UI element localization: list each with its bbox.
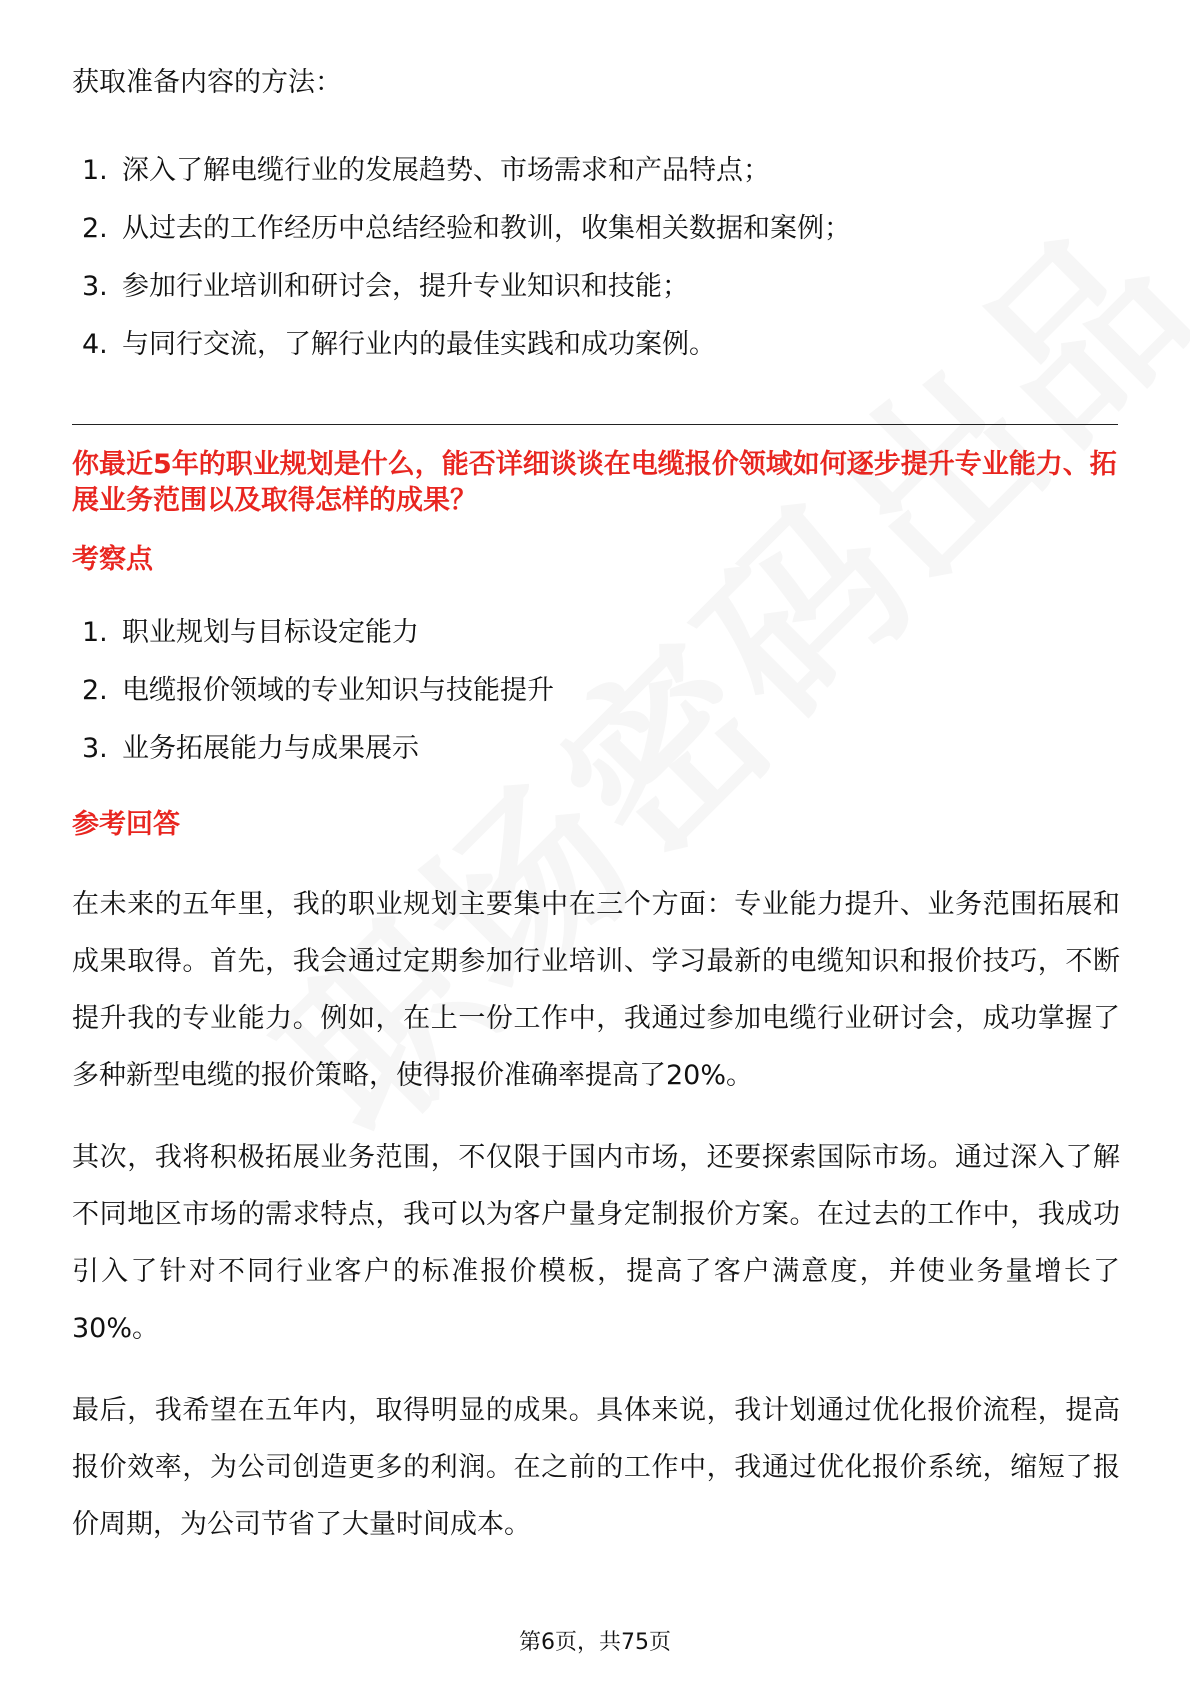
list-text: 职业规划与目标设定能力 (122, 617, 419, 648)
list-number: 4. (82, 329, 108, 360)
list-item (82, 152, 851, 210)
list-text: 与同行交流，了解行业内的最佳实践和成功案例。 (122, 329, 716, 360)
assessment-title: 考察点 (72, 544, 153, 575)
list-number: 1. (82, 155, 108, 186)
list-item (82, 326, 851, 384)
methods-heading: 获取准备内容的方法： (72, 67, 342, 98)
list-text: 深入了解电缆行业的发展趋势、市场需求和产品特点； (122, 155, 770, 186)
list-item (82, 614, 554, 672)
list-number: 1. (82, 617, 108, 648)
list-text: 参加行业培训和研讨会，提升专业知识和技能； (122, 271, 689, 302)
list-number: 2. (82, 213, 108, 244)
answer-paragraph: 最后，我希望在五年内，取得明显的成果。具体来说，我计划通过优化报价流程，提高报价效率，为公司创造更多的利润。在之前的工作中，我通过优化报价系统，缩短了报价周期，为公司节省了大量时间成本。 (72, 1395, 1120, 1540)
answer-paragraph: 其次，我将积极拓展业务范围，不仅限于国内市场，还要探索国际市场。通过深入了解不同地区市场的需求特点，我可以为客户量身定制报价方案。在过去的工作中，我成功引入了针对不同行业客户的标准报价模板，提高了客户满意度，并使业务量增长了30%。 (72, 1142, 1120, 1344)
list-item (82, 268, 851, 326)
list-text: 业务拓展能力与成果展示 (122, 733, 419, 764)
list-number: 3. (82, 271, 108, 302)
list-number: 3. (82, 733, 108, 764)
list-item (82, 672, 554, 730)
methods-list (82, 152, 851, 384)
section-divider (72, 424, 1118, 425)
assessment-list (82, 614, 554, 788)
answer-title: 参考回答 (72, 809, 180, 840)
list-text: 从过去的工作经历中总结经验和教训，收集相关数据和案例； (122, 213, 851, 244)
list-number: 2. (82, 675, 108, 706)
interview-question: 你最近5年的职业规划是什么，能否详细谈谈在电缆报价领域如何逐步提升专业能力、拓展业务范围以及取得怎样的成果？ (72, 449, 1117, 516)
list-item (82, 210, 851, 268)
page-number: 第6页，共75页 (519, 1630, 671, 1655)
list-item (82, 730, 554, 788)
answer-paragraph: 在未来的五年里，我的职业规划主要集中在三个方面：专业能力提升、业务范围拓展和成果取得。首先，我会通过定期参加行业培训、学习最新的电缆知识和报价技巧，不断提升我的专业能力。例如，在上一份工作中，我通过参加电缆行业研讨会，成功掌握了多种新型电缆的报价策略，使得报价准确率提高了20%。 (72, 889, 1120, 1091)
list-text: 电缆报价领域的专业知识与技能提升 (122, 675, 554, 706)
